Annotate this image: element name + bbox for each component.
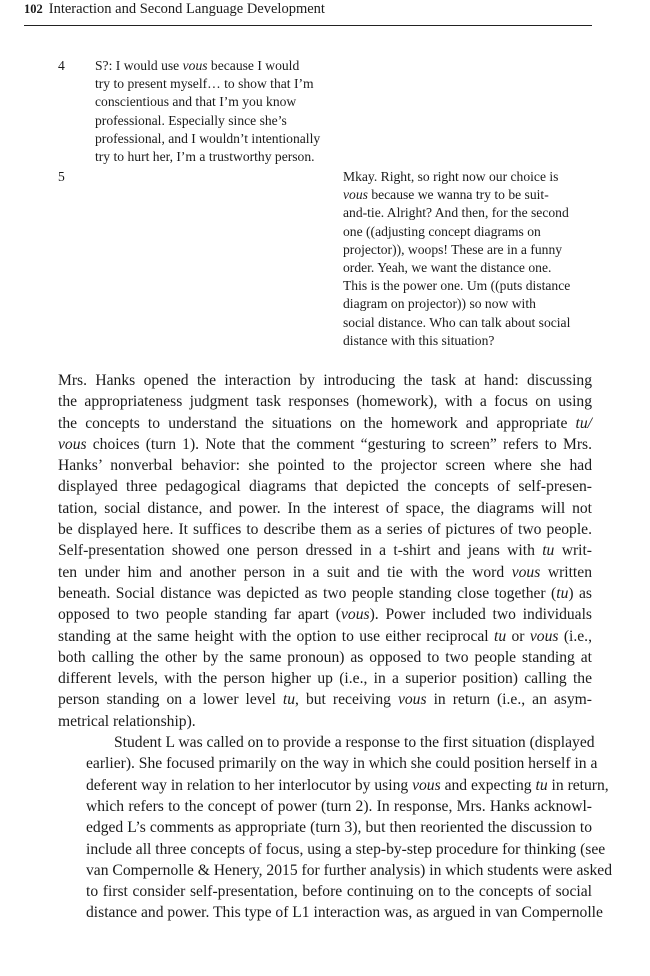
text-line: standing at the same height with the option to use either reciprocal tu or vous (i.e.,	[58, 627, 592, 645]
text-line: conscientious and that I’m you know	[95, 94, 297, 110]
text-line: order. Yeah, we want the distance one.	[343, 260, 552, 276]
text-line: professional. Especially since she’s	[95, 112, 287, 128]
text-line: metrical relationship).	[58, 712, 196, 730]
text-line: be displayed here. It suffices to describe them as a series of pictures of two people.	[58, 521, 592, 539]
text-line: edged L’s comments as appropriate (turn 3), but then reoriented the discussion to	[86, 819, 592, 837]
running-header	[24, 0, 592, 26]
text-line: distance with this situation?	[343, 332, 495, 348]
text-line: try to hurt her, I’m a trustworthy person.	[95, 149, 315, 165]
text-line: This is the power one. Um ((puts distance	[343, 278, 571, 294]
text-line: S?: I would use vous because I would	[95, 58, 300, 73]
text-line: and-tie. Alright? And then, for the second	[343, 205, 569, 221]
text-line: earlier). She focused primarily on the way in which she could position herself in a	[86, 755, 598, 773]
text-line: different levels, with the person higher up (i.e., in a superior position) calling the	[58, 670, 592, 688]
text-line: try to present myself… to show that I’m	[95, 76, 314, 92]
text-line: beneath. Social distance was depicted as two people standing close together (tu) as	[58, 584, 592, 602]
text-line: opposed to two people standing far apart (vous). Power included two individuals	[58, 606, 592, 624]
text-line: to first consider self-presentation, before continuing on to the concepts of social	[86, 883, 592, 901]
text-line: ten under him and another person in a suit and tie with the word vous written	[58, 563, 592, 581]
text-line: Hanks’ nonverbal behavior: she pointed to the projector screen where she had	[58, 457, 592, 475]
text-line: displayed three pedagogical diagrams that depicted the concepts of self-presen-	[58, 478, 592, 496]
text-line: Student L was called on to provide a response to the first situation (displayed	[114, 734, 595, 752]
text-line: the appropriateness judgment task responses (homework), with a focus on using	[58, 393, 592, 411]
turn-4-text	[95, 57, 357, 166]
text-line: Self-presentation showed one person dressed in a t-shirt and jeans with tu writ-	[58, 542, 592, 560]
turn-number: 5	[58, 169, 65, 184]
text-line: deferent way in relation to her interlocutor by using vous and expecting tu in return,	[86, 776, 609, 794]
text-line: the concepts to understand the situations on the homework and appropriate tu/	[58, 414, 592, 432]
page-number: 102	[24, 2, 43, 16]
turn-5-text	[343, 168, 603, 350]
running-title: Interaction and Second Language Development	[48, 1, 325, 17]
turn-number: 4	[58, 58, 65, 73]
paragraph	[58, 732, 612, 924]
text-line: Mrs. Hanks opened the interaction by introducing the task at hand: discussing	[58, 372, 592, 389]
text-line: both calling the other by the same pronoun) as opposed to two people standing at	[58, 648, 592, 666]
body-text	[58, 370, 612, 924]
text-line: van Compernolle & Henery, 2015 for further analysis) in which students were asked	[86, 861, 612, 879]
text-line: projector)), woops! These are in a funny	[343, 241, 563, 257]
text-line: diagram on projector)) so now with	[343, 296, 536, 312]
text-line: professional, and I wouldn’t intentionally	[95, 130, 321, 146]
text-line: which refers to the concept of power (turn 2). In response, Mrs. Hanks acknowl-	[86, 797, 592, 815]
text-line: one ((adjusting concept diagrams on	[343, 223, 541, 239]
text-line: distance and power. This type of L1 interaction was, as argued in van Compernolle	[86, 904, 603, 922]
text-line: social distance. Who can talk about social	[343, 314, 571, 330]
text-line: person standing on a lower level tu, but receiving vous in return (i.e., an asym-	[58, 691, 592, 709]
text-line: tation, social distance, and power. In the interest of space, the diagrams will not	[58, 499, 592, 517]
text-line: include all three concepts of focus, using a step-by-step procedure for thinking (see	[86, 840, 606, 858]
text-line: Mkay. Right, so right now our choice is	[343, 169, 559, 184]
text-line: vous because we wanna try to be suit-	[343, 187, 549, 203]
text-line: vous choices (turn 1). Note that the comment “gesturing to screen” refers to Mrs.	[58, 435, 592, 453]
paragraph	[58, 370, 592, 732]
